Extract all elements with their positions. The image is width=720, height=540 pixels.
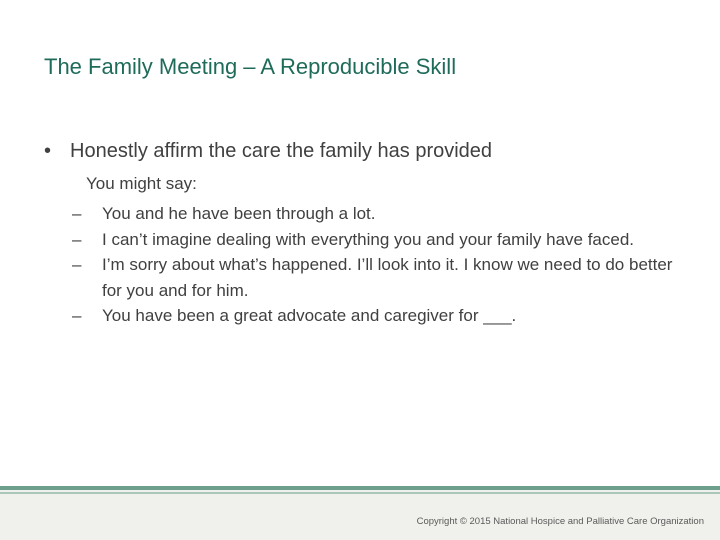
copyright-notice: Copyright © 2015 National Hospice and Palliative Care Organization	[416, 516, 704, 527]
footer-rule	[0, 486, 720, 490]
example-text: I’m sorry about what’s happened. I’ll look into it. I know we need to do better for you and for him.	[102, 255, 673, 300]
list-item	[72, 303, 682, 329]
list-item	[72, 227, 682, 253]
dash-marker: –	[72, 229, 82, 249]
example-text: You have been a great advocate and caregiver for ___.	[102, 306, 517, 325]
list-item	[72, 201, 682, 227]
example-list	[72, 201, 682, 329]
example-text: I can’t imagine dealing with everything you and your family have faced.	[102, 229, 635, 249]
example-text: You and he have been through a lot.	[102, 204, 376, 223]
prompt-text: You might say:	[86, 174, 197, 193]
slide-title: The Family Meeting – A Reproducible Skill	[44, 54, 457, 79]
main-bullet	[44, 140, 492, 163]
dash-marker: –	[72, 306, 82, 325]
dash-marker: –	[72, 204, 82, 223]
main-bullet-text: Honestly affirm the care the family has provided	[70, 140, 493, 162]
bullet-marker: •	[44, 140, 52, 162]
list-item	[72, 252, 682, 303]
dash-marker: –	[72, 255, 82, 274]
footer-rule-thin	[0, 492, 720, 494]
footer-band	[0, 487, 720, 540]
